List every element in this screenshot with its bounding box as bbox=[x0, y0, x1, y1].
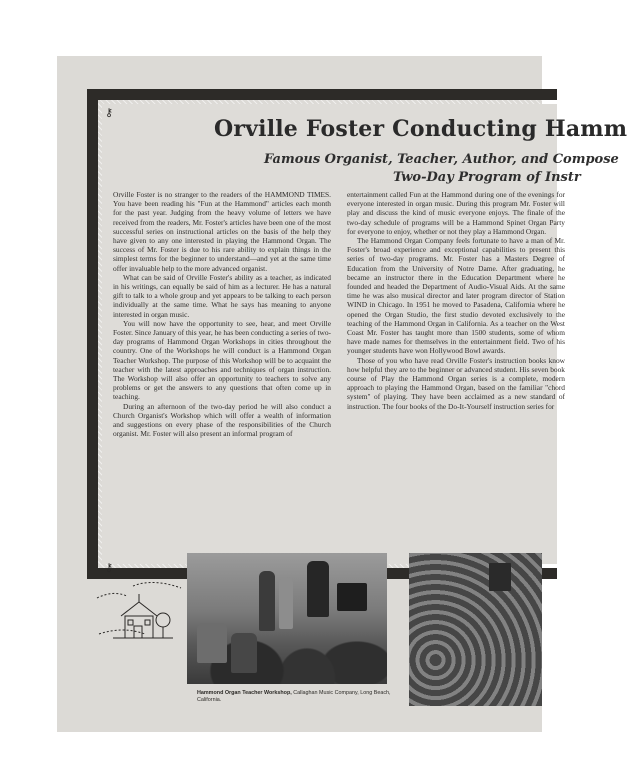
caption-title: Hammond Organ Teacher Workshop, bbox=[197, 690, 292, 696]
workshop-photo bbox=[187, 553, 387, 684]
article-column-2 bbox=[347, 190, 565, 411]
article-column-1 bbox=[113, 190, 331, 438]
photo-caption bbox=[197, 690, 397, 704]
audience-photo bbox=[409, 553, 542, 706]
paragraph: During an afternoon of the two-day period he will also conduct a Church Organist's Workshop which will offer a wealth of information and suggestions on every phase of the responsibilities of the Church organist. Mr. Foster will also present an informal program of bbox=[113, 401, 331, 439]
paragraph: What can be said of Orville Foster's ability as a teacher, as indicated in his writings, can equally be said of him as a lecturer. He has a natural gift to talk to a whole group and yet appears to be talking to each person individually at the same time. What he says has meaning to anyone interested in organ music. bbox=[113, 272, 331, 319]
caption-text: Callaghan Music Company, Long Beach, California. bbox=[197, 690, 391, 703]
paragraph: Orville Foster is no stranger to the readers of the HAMMOND TIMES. You have been reading his "Fun at the Hammond" articles each month for the past year. Judging from the heavy volume of letters we have received from the readers, Mr. Foster's articles have been one of the most successful series on instructional articles on the basis of the help they have given to any one interested in playing the Hammond Organ. The success of Mr. Foster is due to his rare ability to explain things in the simplest terms for the beginner to understand—and yet at the same time offer invaluable help to the more advanced organist. bbox=[113, 190, 331, 273]
paragraph: You will now have the opportunity to see, hear, and meet Orville Foster. Since January of this year, he has been conducting a series of two-day programs of Hammond Organ Workshops in cities throughout the country. One of the Workshops he will conduct is a Hammond Organ Teacher Workshop. The purpose of this Workshop will be to acquaint the teacher with the latest approaches and techniques of organ instruction. The Workshop will also offer an opportunity to teachers to solve any problems or get the answers to any questions that often come up in teaching. bbox=[113, 318, 331, 402]
key-icon: ⚷ bbox=[105, 106, 114, 119]
paragraph: Those of you who have read Orville Foster's instruction books know how helpful they are to the beginner or advanced student. His seven book course of Play the Hammond Organ series is a complete, modern approach to playing the Hammond Organ, based on the familiar "chord system" of playing. They have been acclaimed as a new standard of instruction. The four books of the Do-It-Yourself instruction series for bbox=[347, 355, 565, 411]
article-panel bbox=[102, 104, 627, 574]
paragraph: entertainment called Fun at the Hammond during one of the evenings for everyone interested in organ music. During this program Mr. Foster will play and discuss the kind of music everyone enjoys. The finale of the two-day schedule of programs will be a Hammond Spinet Organ Party for everyone to enjoy, whether or not they play a Hammond Organ. bbox=[347, 190, 565, 236]
house-cartoon-illustration bbox=[93, 576, 185, 658]
article-subtitle-2: Two-Day Program of Instr bbox=[393, 170, 581, 185]
paragraph: The Hammond Organ Company feels fortunate to have a man of Mr. Foster's broad experience and exceptional capabilities to present this series of two-day programs. Mr. Foster has a Masters Degree of Education from the University of Notre Dame. After graduating, he became an instructor there in the Education Department where he founded and headed the Department of Audio-Visual Aids. At the same time he was also musical director and later program director of Station WIND in Chicago. In 1951 he moved to Pasadena, California where he opened the Organ Studio, the first studio devoted exclusively to the teaching of the Hammond Organ in California. As a teacher on the West Coast Mr. Foster has taught more than 1500 students, some of whom have made names for themselves in the entertainment field. Two of his younger students have won Hollywood Bowl awards. bbox=[347, 236, 565, 356]
magazine-page bbox=[57, 56, 627, 732]
article-title: Orville Foster Conducting Hamm bbox=[214, 116, 627, 142]
article-frame bbox=[87, 89, 627, 579]
key-icon: ⚷ bbox=[105, 561, 114, 574]
article-subtitle: Famous Organist, Teacher, Author, and Compose bbox=[264, 152, 619, 167]
